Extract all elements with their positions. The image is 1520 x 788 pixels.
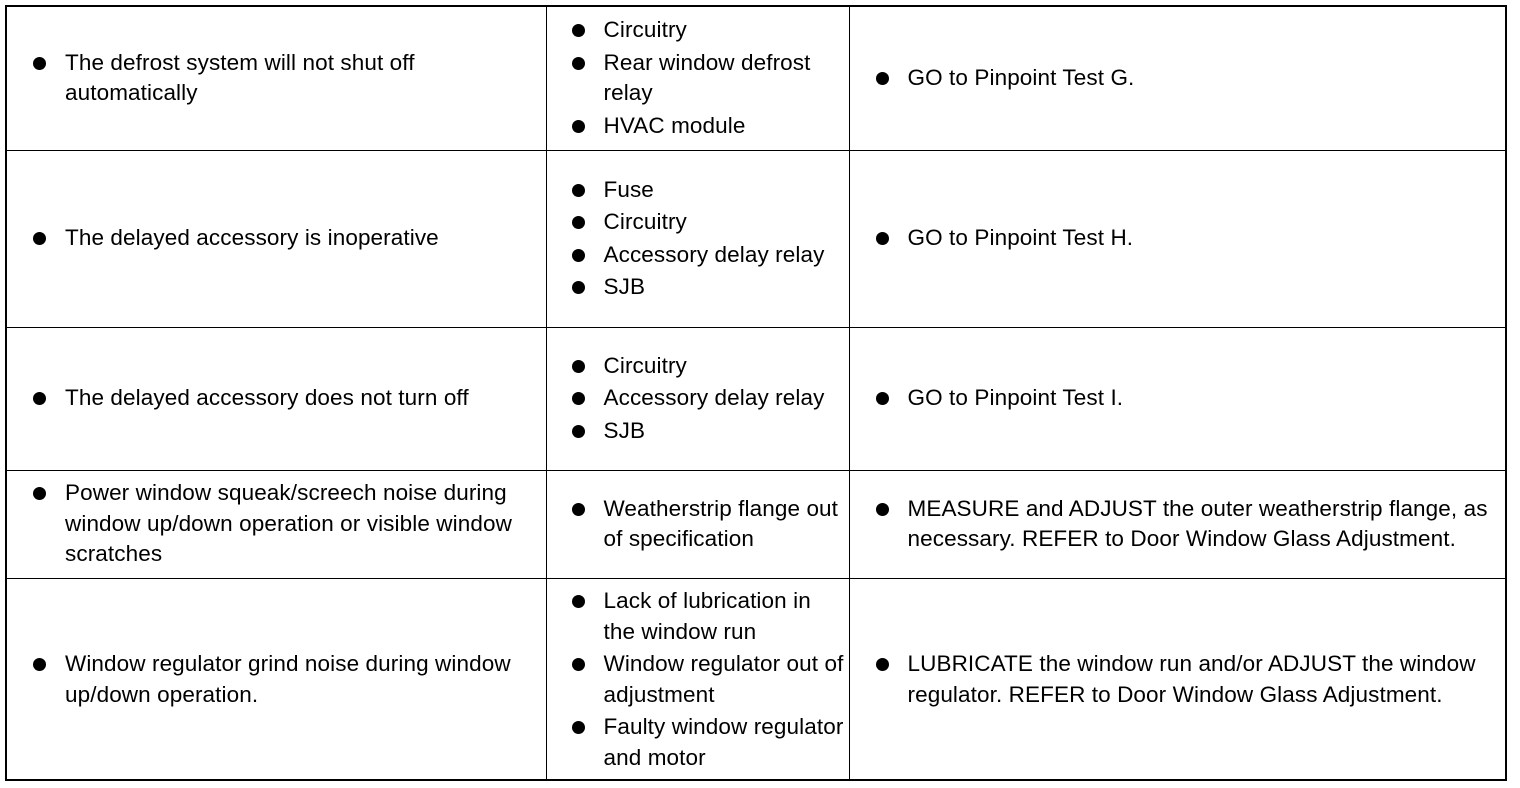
bullet-icon — [876, 658, 889, 671]
bullet-icon — [572, 24, 585, 37]
bullet-icon — [572, 281, 585, 294]
list-item — [547, 649, 849, 710]
bullet-icon — [572, 216, 585, 229]
condition-text: The delayed accessory is inoperative — [65, 225, 439, 251]
list-item — [850, 649, 1506, 710]
action-text: MEASURE and ADJUST the outer weatherstrip flange, as necessary. REFER to Door Window Glass Adjustment. — [907, 495, 1488, 551]
bullet-icon — [33, 232, 46, 245]
list-item — [850, 63, 1506, 94]
list-item — [7, 48, 546, 109]
bullet-icon — [876, 72, 889, 85]
list-item — [547, 207, 849, 238]
list-item — [547, 586, 849, 647]
action-text: LUBRICATE the window run and/or ADJUST the window regulator. REFER to Door Window Glass Adjustment. — [907, 651, 1476, 707]
source-text: Weatherstrip flange out of specification — [603, 495, 839, 551]
bullet-icon — [572, 120, 585, 133]
bullet-icon — [33, 487, 46, 500]
action-cell — [849, 470, 1505, 578]
source-text: HVAC module — [603, 112, 746, 138]
source-text: Circuitry — [603, 352, 687, 378]
list-item — [850, 223, 1506, 254]
bullet-icon — [33, 658, 46, 671]
condition-text: The delayed accessory does not turn off — [65, 385, 469, 411]
bullet-icon — [572, 360, 585, 373]
table-row — [7, 470, 1505, 578]
list-item — [547, 494, 849, 555]
source-text: Fuse — [603, 176, 654, 202]
action-text: GO to Pinpoint Test G. — [907, 65, 1135, 90]
list-item — [547, 712, 849, 773]
action-text: GO to Pinpoint Test H. — [907, 225, 1134, 251]
condition-cell — [7, 7, 546, 150]
bullet-icon — [572, 425, 585, 438]
source-text: SJB — [603, 274, 646, 299]
condition-cell — [7, 150, 546, 327]
source-cell — [546, 327, 849, 470]
source-text: SJB — [603, 417, 646, 443]
table-row — [7, 327, 1505, 470]
diagnosis-table — [7, 7, 1505, 781]
list-item — [547, 15, 849, 46]
source-text: Lack of lubrication in the window run — [603, 588, 811, 644]
source-text: Circuitry — [603, 209, 687, 234]
list-item — [547, 416, 849, 447]
list-item — [547, 272, 849, 303]
list-item — [850, 383, 1506, 414]
source-cell — [546, 7, 849, 150]
condition-text: The defrost system will not shut off automatically — [65, 49, 415, 106]
list-item — [547, 383, 849, 414]
bullet-icon — [572, 249, 585, 262]
bullet-icon — [572, 658, 585, 671]
condition-cell — [7, 470, 546, 578]
bullet-icon — [572, 392, 585, 405]
condition-cell — [7, 327, 546, 470]
bullet-icon — [33, 392, 46, 405]
condition-text: Window regulator grind noise during window up/down operation. — [65, 651, 511, 707]
action-text: GO to Pinpoint Test I. — [907, 385, 1124, 411]
bullet-icon — [876, 232, 889, 245]
list-item — [547, 111, 849, 142]
list-item — [547, 240, 849, 271]
bullet-icon — [876, 503, 889, 516]
bullet-icon — [33, 57, 46, 70]
bullet-icon — [572, 503, 585, 516]
source-text: Rear window defrost relay — [603, 49, 811, 106]
action-cell — [849, 150, 1505, 327]
table-row — [7, 7, 1505, 150]
list-item — [7, 478, 546, 570]
bullet-icon — [572, 57, 585, 70]
table-row — [7, 150, 1505, 327]
list-item — [547, 351, 849, 382]
symptom-chart — [5, 5, 1507, 781]
list-item — [547, 48, 849, 109]
list-item — [7, 649, 546, 710]
bullet-icon — [572, 721, 585, 734]
bullet-icon — [572, 595, 585, 608]
source-cell — [546, 578, 849, 781]
source-cell — [546, 470, 849, 578]
condition-text: Power window squeak/screech noise during window up/down operation or visible window scratches — [65, 480, 512, 567]
source-cell — [546, 150, 849, 327]
bullet-icon — [876, 392, 889, 405]
source-text: Accessory delay relay — [603, 385, 825, 411]
list-item — [7, 383, 546, 414]
source-text: Window regulator out of adjustment — [603, 651, 844, 707]
table-row — [7, 578, 1505, 781]
condition-cell — [7, 578, 546, 781]
source-text: Accessory delay relay — [603, 241, 825, 267]
list-item — [850, 494, 1506, 555]
action-cell — [849, 7, 1505, 150]
action-cell — [849, 578, 1505, 781]
list-item — [7, 223, 546, 254]
source-text: Faulty window regulator and motor — [603, 714, 844, 770]
list-item — [547, 175, 849, 206]
action-cell — [849, 327, 1505, 470]
bullet-icon — [572, 184, 585, 197]
source-text: Circuitry — [603, 17, 687, 43]
